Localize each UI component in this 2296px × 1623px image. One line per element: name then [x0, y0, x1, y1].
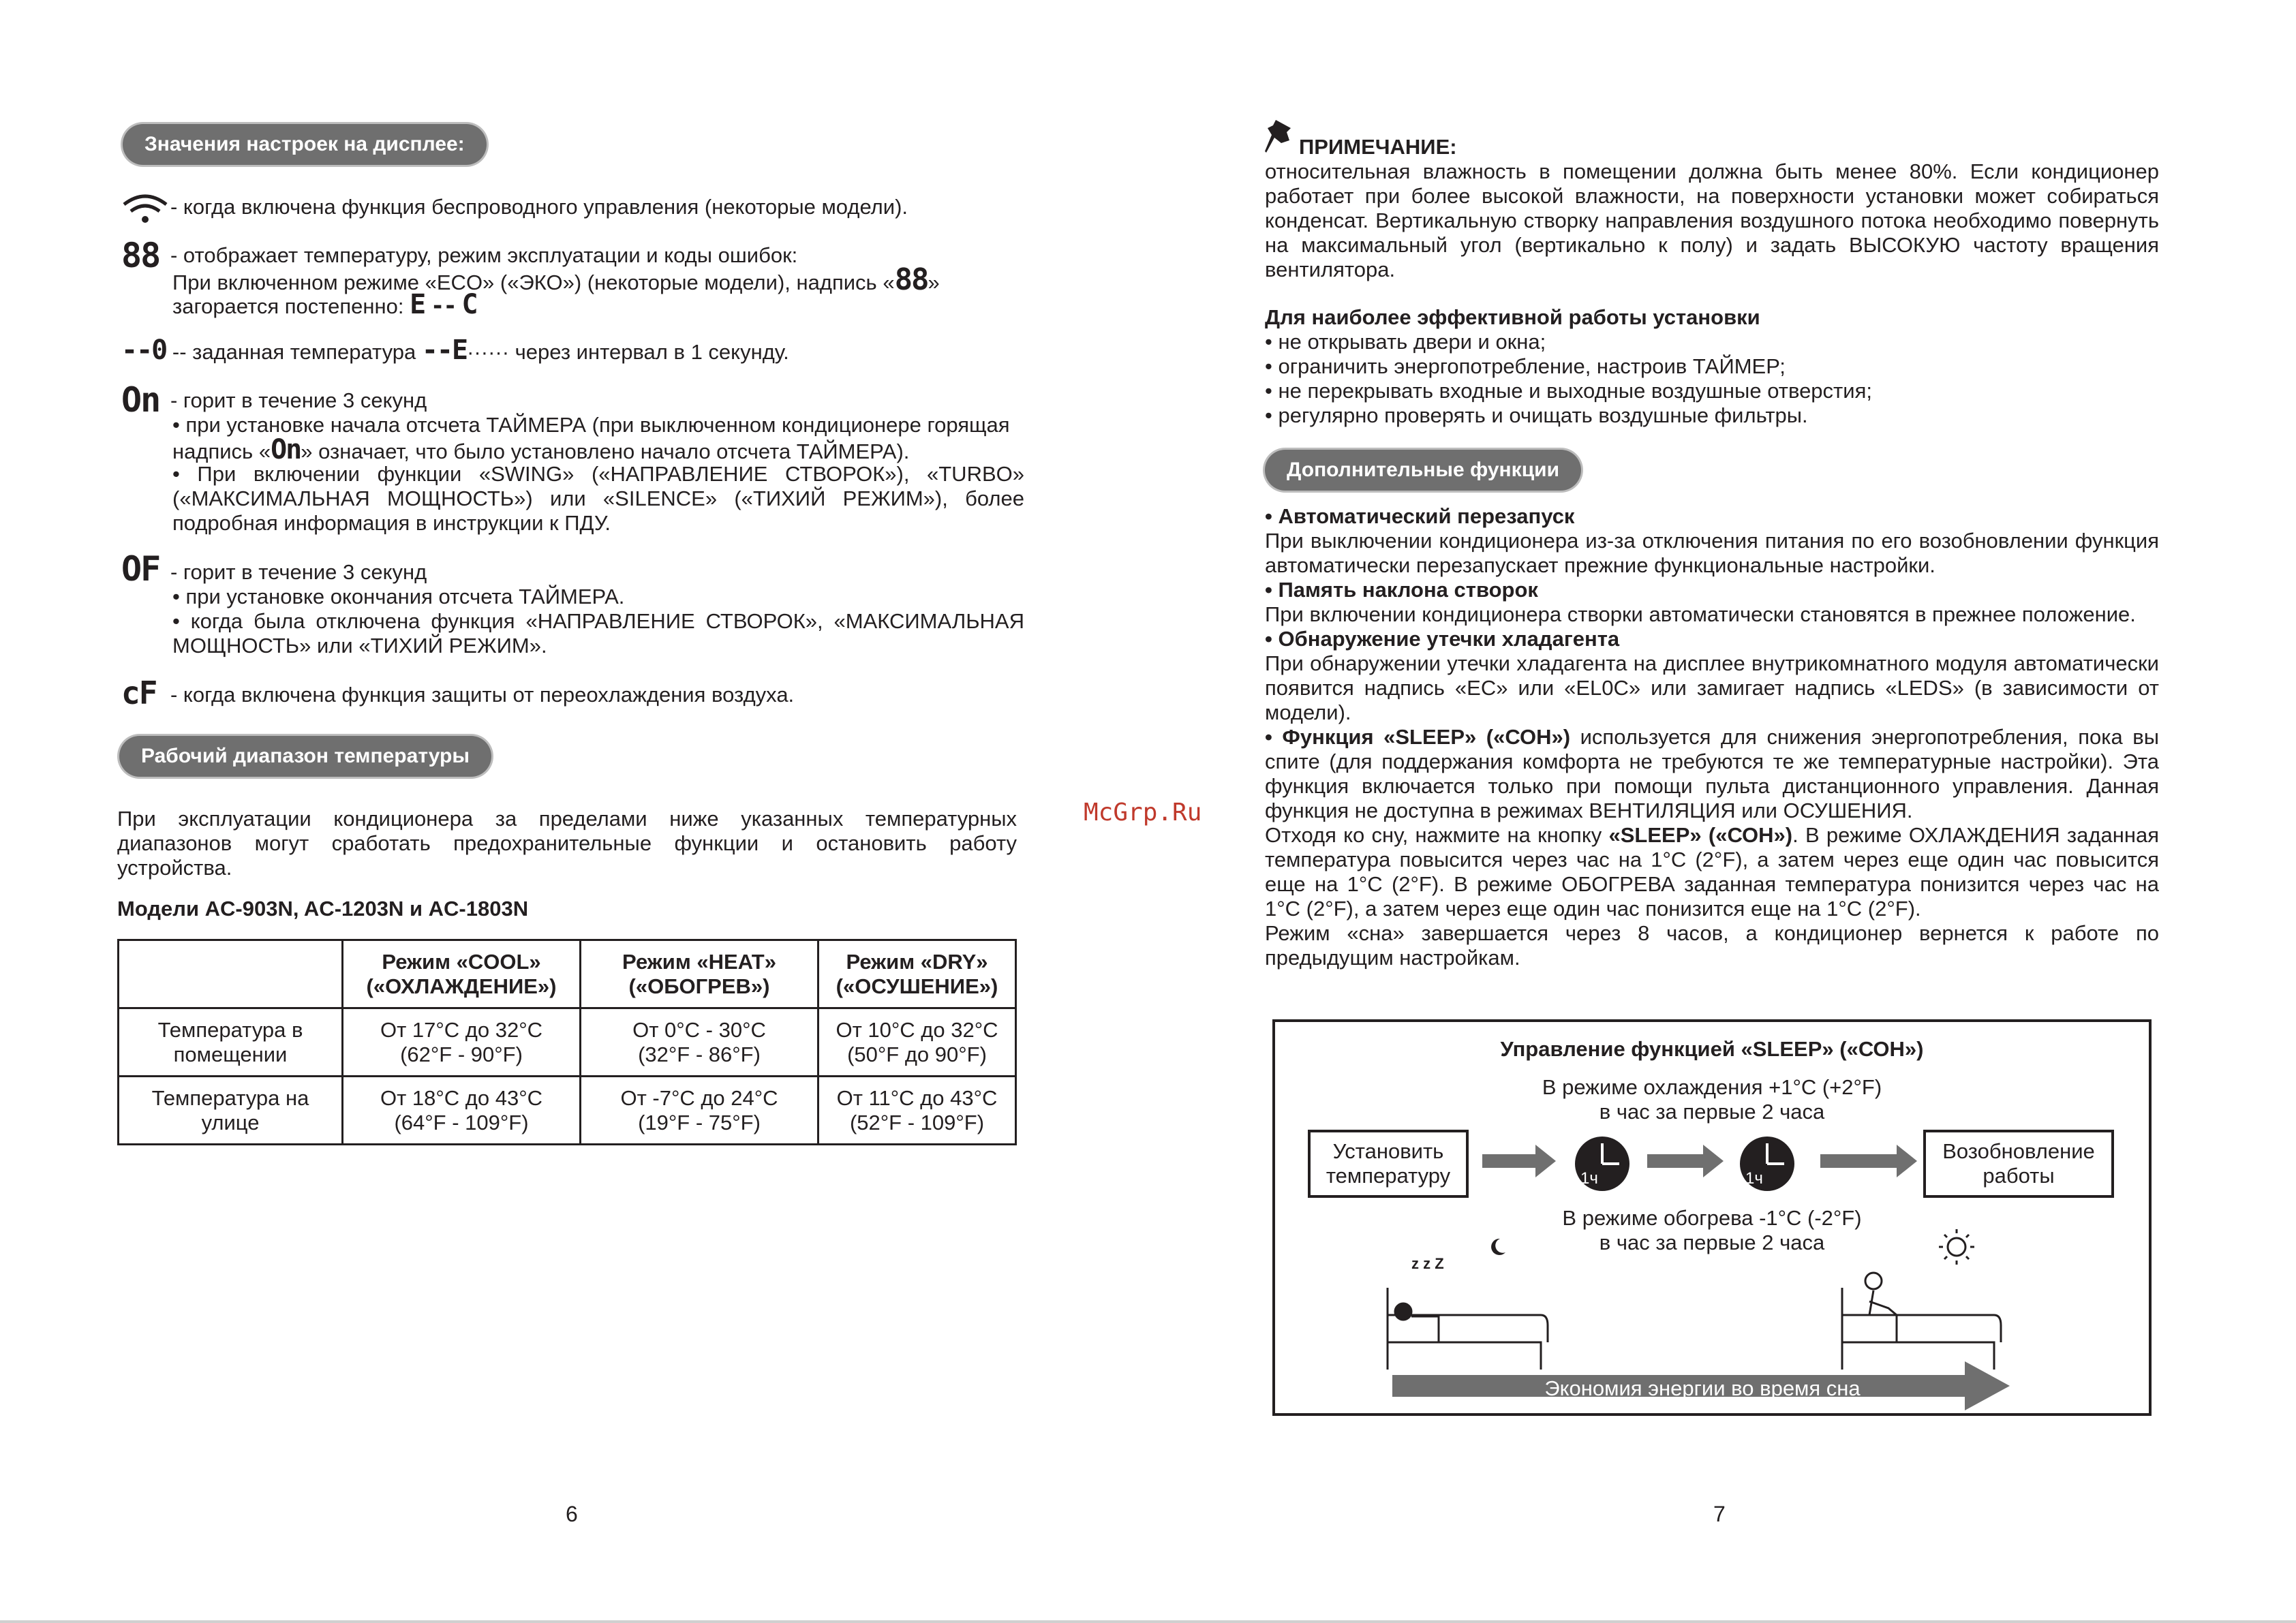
- table-cell: От 0°C - 30°C (32°F - 86°F): [581, 1008, 818, 1077]
- on-line1: - горит в течение 3 секунд: [170, 388, 427, 412]
- wifi-icon: [121, 192, 169, 226]
- diagram-title: Управление функцией «SLEEP» («СОН»): [1500, 1037, 1924, 1061]
- setpoint-text: -- заданная температура: [172, 340, 416, 364]
- range-intro: При эксплуатации кондиционера за пределами ниже указанных температурных диапазонов могут сработать предохранительные функции и остановить работу устройства.: [117, 807, 1017, 880]
- table-cell: От 11°C до 43°C (52°F - 109°F): [818, 1077, 1016, 1145]
- table-cell: От 18°C до 43°C (64°F - 109°F): [343, 1077, 581, 1145]
- on-line3-text: надпись «: [172, 439, 271, 463]
- table-cell: От 17°C до 32°C (62°F - 90°F): [343, 1008, 581, 1077]
- item-88-line2-text: При включенном режиме «ECO» («ЭКО») (некоторые модели), надпись «: [172, 270, 895, 294]
- flow-arrow: [1647, 1145, 1724, 1177]
- setpoint-interval-text: ······ через интервал в 1 секунду.: [467, 340, 789, 364]
- efficiency-item: • не перекрывать входные и выходные воздушные отверстия;: [1265, 379, 1872, 403]
- table-header-cell: Режим «COOL» («ОХЛАЖДЕНИЕ»): [343, 940, 581, 1008]
- pushpin-icon: [1264, 117, 1298, 157]
- table-cell: Температура в помещении: [119, 1008, 343, 1077]
- glyph-dashes: --: [430, 292, 456, 320]
- sleep-p2-c: . В режиме ОХЛАЖДЕНИЯ заданная температура повысится через час на 1°С (2°F), а затем через еще один час повысится еще на 1°С (2°F). В режиме ОБОГРЕВА заданная температура понизится через час на 1°С (2°F), а затем через еще один час понизится еще на 1°С (2°F).: [1265, 823, 2159, 921]
- table-cell: От 10°C до 32°C (50°F до 90°F): [818, 1008, 1016, 1077]
- display-88-glyph: 88: [121, 236, 160, 275]
- leak-text: При обнаружении утечки хладагента на дисплее внутрикомнатного модуля автоматически появится надпись «EC» или «EL0C» или замигает надпись «LEDS» (в зависимости от модели).: [1265, 651, 2159, 724]
- autorestart-title: • Автоматический перезапуск: [1265, 504, 1575, 528]
- scan-edge: [0, 1620, 2296, 1623]
- models-title: Модели AC-903N, AC-1203N и AC-1803N: [117, 897, 529, 921]
- sleep-p2-a: Отходя ко сну, нажмите на кнопку: [1265, 823, 1609, 847]
- sleep-z-icon: z z Z: [1411, 1255, 1444, 1272]
- efficiency-item: • не открывать двери и окна;: [1265, 330, 1546, 354]
- table-header-cell: Режим «DRY» («ОСУШЕНИЕ»): [818, 940, 1016, 1008]
- on-line4: • При включении функции «SWING» («НАПРАВЛЕНИЕ СТВОРОК»), «TURBO»: [172, 462, 1024, 486]
- flow-arrow: [1482, 1145, 1556, 1177]
- sleep-title: • Функция «SLEEP» («СОН»): [1265, 725, 1571, 749]
- item-88-line3-text: загорается постепенно:: [172, 294, 404, 318]
- item-88-line2: [172, 262, 1024, 297]
- autorestart-text: При выключении кондиционера из-за отключения питания по его возобновлении функция автоматически перезапускает прежние функциональные настройки.: [1265, 529, 2159, 577]
- glyph-E-blink: --E: [421, 335, 468, 366]
- energy-arrow-label: Экономия энергии во время сна: [1544, 1376, 1861, 1400]
- on-line2: • при установке начала отсчета ТАЙМЕРА (при выключенном кондиционере горящая: [172, 413, 1010, 437]
- efficiency-item: • ограничить энергопотребление, настроив ТАЙМЕР;: [1265, 354, 1786, 378]
- of-line4: МОЩНОСТЬ» или «ТИХИЙ РЕЖИМ».: [172, 634, 547, 658]
- temperature-table: [117, 939, 1017, 1145]
- page-number-right: 7: [1713, 1502, 1726, 1526]
- item-88-line2-close: »: [928, 270, 940, 294]
- table-row: [119, 1008, 1016, 1077]
- table-row: [119, 1077, 1016, 1145]
- table-header-cell: Режим «HEAT» («ОБОГРЕВ»): [581, 940, 818, 1008]
- diagram-heat-line1: В режиме обогрева -1°C (-2°F): [1562, 1206, 1862, 1230]
- wifi-text: - когда включена функция беспроводного управления (некоторые модели).: [170, 195, 908, 219]
- right-page: [1148, 0, 2296, 1623]
- extra-functions-header: Дополнительные функции: [1265, 450, 1581, 491]
- sleeping-person-icon: [1388, 1288, 1548, 1370]
- of-line1: - горит в течение 3 секунд: [170, 560, 427, 584]
- sleep-paragraph: [1265, 725, 2159, 823]
- flow-arrow: [1820, 1145, 1917, 1177]
- item-88-line3: [172, 289, 477, 320]
- note-text: относительная влажность в помещении должна быть менее 80%. Если кондиционер работает при более высокой влажности, на поверхности установки может собираться конденсат. Вертикальную створку направления воздушного потока необходимо повернуть на максимальный угол (вертикально к полу) и задать ВЫСОКУЮ частоту вращения вентилятора.: [1265, 159, 2159, 281]
- sleep-p2-b: «SLEEP» («СОН»): [1608, 823, 1793, 847]
- efficiency-title: Для наиболее эффективной работы установки: [1265, 305, 1760, 329]
- diagram-cool-line1: В режиме охлаждения +1°C (+2°F): [1542, 1075, 1882, 1099]
- table-cell: От -7°C до 24°C (19°F - 75°F): [581, 1077, 818, 1145]
- glyph-E: E: [410, 289, 425, 320]
- diagram-end-box: Возобновление работы: [1923, 1130, 2114, 1198]
- louver-text: При включении кондиционера створки автоматически становятся в прежнее положение.: [1265, 602, 2136, 626]
- of-line2: • при установке окончания отсчета ТАЙМЕРА.: [172, 585, 625, 608]
- inline-88-glyph: 88: [894, 262, 928, 297]
- cf-line1: - когда включена функция защиты от переохлаждения воздуха.: [170, 683, 795, 707]
- display-cf-glyph: cF: [121, 675, 157, 711]
- sleep-p3: Режим «сна» завершается через 8 часов, а кондиционер вернется к работе по предыдущим настройкам.: [1265, 921, 2159, 970]
- watermark: McGrp.Ru: [1084, 799, 1202, 826]
- display-settings-header: Значения настроек на дисплее:: [123, 124, 487, 165]
- sleep-diagram: [1272, 1019, 2152, 1416]
- diagram-heat-line2: в час за первые 2 часа: [1599, 1231, 1825, 1254]
- of-line3: • когда была отключена функция «НАПРАВЛЕНИЕ СТВОРОК», «МАКСИМАЛЬНАЯ: [172, 609, 1024, 633]
- on-line6: подробная информация в инструкции к ПДУ.: [172, 511, 611, 535]
- page-number-left: 6: [566, 1502, 578, 1526]
- diagram-start-box: Установить температуру: [1308, 1130, 1469, 1198]
- display-of-glyph: OF: [121, 549, 160, 589]
- table-cell: Температура на улице: [119, 1077, 343, 1145]
- note-title: ПРИМЕЧАНИЕ:: [1299, 135, 1457, 159]
- display-on-glyph: On: [121, 380, 160, 420]
- inline-on-glyph: On: [271, 434, 301, 465]
- louver-title: • Память наклона створок: [1265, 578, 1538, 602]
- item-88-line1: - отображает температуру, режим эксплуатации и коды ошибок:: [170, 243, 798, 267]
- leak-title: • Обнаружение утечки хладагента: [1265, 627, 1620, 651]
- on-line3-rest: » означает, что было установлено начало отсчета ТАЙМЕРА).: [301, 439, 910, 463]
- setpoint-line: [121, 335, 789, 366]
- waking-person-icon: [1842, 1273, 2001, 1370]
- table-header-row: [119, 940, 1016, 1008]
- diagram-cool-line2: в час за первые 2 часа: [1599, 1100, 1825, 1124]
- on-line3: [172, 434, 910, 465]
- sleep-paragraph-2: [1265, 823, 2159, 921]
- table-header-cell: [119, 940, 343, 1008]
- temperature-range-header: Рабочий диапазон температуры: [119, 736, 491, 777]
- on-line5: («МАКСИМАЛЬНАЯ МОЩНОСТЬ») или «SILENCE» («ТИХИЙ РЕЖИМ»), более: [172, 486, 1024, 510]
- glyph-setpoint: --0: [121, 335, 167, 366]
- efficiency-item: • регулярно проверять и очищать воздушные фильтры.: [1265, 403, 1808, 427]
- sleep-text: используется для снижения энергопотребления, пока вы спите (для поддержания комфорта не требуются те же температурные настройки). Эта функция включается только при помощи пульта дистанционного управления. Данная функция не доступна в режимах ВЕНТИЛЯЦИЯ или ОСУШЕНИЯ.: [1265, 725, 2160, 822]
- glyph-C: C: [461, 289, 477, 320]
- clock-label: 1ч: [1580, 1169, 1598, 1188]
- clock-label: 1ч: [1745, 1169, 1763, 1188]
